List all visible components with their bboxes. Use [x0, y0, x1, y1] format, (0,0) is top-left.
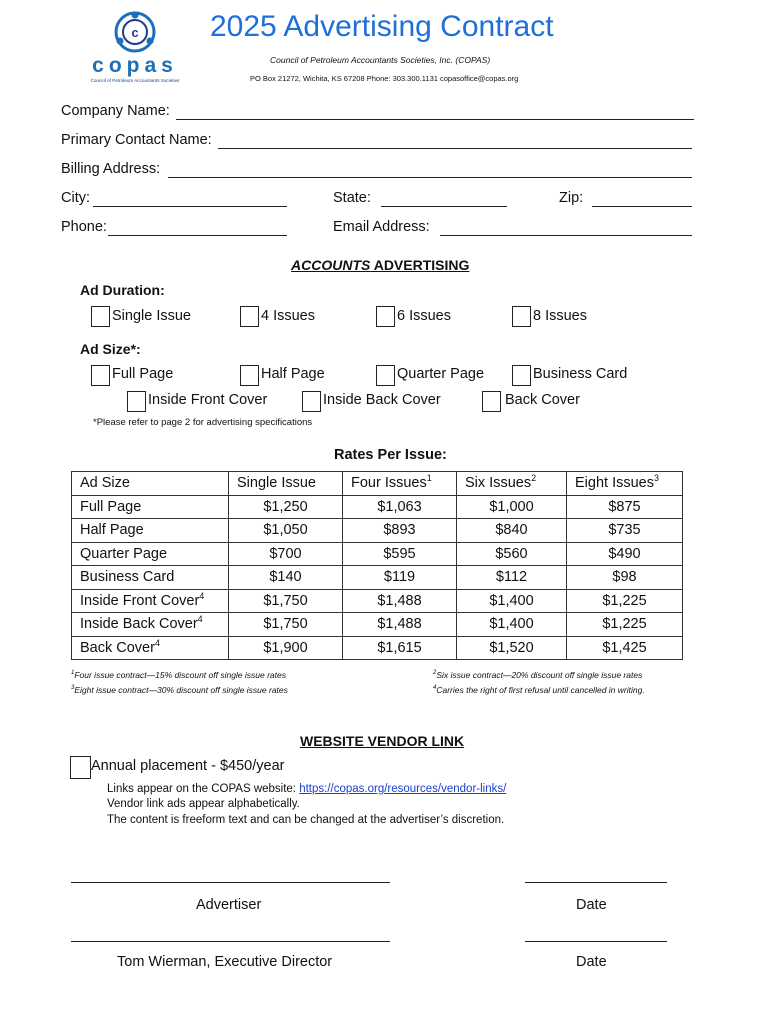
- logo-subtext: Council of Petroleum Accountants Societies: [90, 78, 180, 83]
- primary-contact-field[interactable]: [218, 148, 692, 149]
- size-half-page-checkbox[interactable]: [240, 365, 259, 386]
- column-footnote-marker: 1: [426, 473, 432, 484]
- column-header: [457, 472, 567, 496]
- duration-8-checkbox[interactable]: [512, 306, 531, 327]
- svg-text:c: c: [131, 25, 139, 40]
- advertiser-signature-line[interactable]: [71, 882, 390, 883]
- column-footnote-marker: 3: [654, 473, 660, 484]
- column-footnote-marker: 2: [531, 473, 537, 484]
- rates-table: [71, 471, 683, 660]
- duration-4-checkbox[interactable]: [240, 306, 259, 327]
- footnote-3: [71, 685, 288, 695]
- duration-4-label: 4 Issues: [261, 308, 315, 324]
- rate-cell: $560: [457, 542, 567, 566]
- footnote-text: Eight issue contract—30% discount off single issue rates: [74, 685, 288, 695]
- org-address: PO Box 21272, Wichita, KS 67208 Phone: 303.300.1131 copasoffice@copas.org: [250, 74, 519, 83]
- zip-field[interactable]: [592, 206, 692, 207]
- state-field[interactable]: [381, 206, 507, 207]
- footnote-marker: 2: [433, 670, 437, 677]
- table-row: [72, 495, 683, 519]
- website-line-1: [107, 783, 506, 795]
- annual-placement-checkbox[interactable]: [70, 756, 91, 779]
- ad-size-name: Full Page: [80, 498, 142, 515]
- ad-size-cell: [72, 495, 229, 519]
- table-row: [72, 613, 683, 637]
- footnote-marker: 3: [71, 685, 75, 692]
- column-header-label: Single Issue: [237, 475, 316, 492]
- ad-size-name: Back Cover: [80, 639, 155, 656]
- duration-single-label: Single Issue: [112, 308, 191, 324]
- column-header: [343, 472, 457, 496]
- rate-cell: $700: [229, 542, 343, 566]
- rate-cell: $1,050: [229, 519, 343, 543]
- footnote-text: Carries the right of first refusal until cancelled in writing.: [436, 685, 645, 695]
- rate-cell: $595: [343, 542, 457, 566]
- footnote-text: Four issue contract—15% discount off single issue rates: [74, 670, 287, 680]
- ad-size-footnote-marker: 4: [197, 614, 203, 625]
- rate-cell: $1,520: [457, 636, 567, 660]
- phone-label: Phone:: [61, 219, 107, 235]
- ad-size-name: Inside Back Cover: [80, 616, 198, 633]
- accounts-heading-rest: ADVERTISING: [370, 257, 470, 273]
- city-field[interactable]: [93, 206, 287, 207]
- rate-cell: $1,615: [343, 636, 457, 660]
- rates-header-row: [72, 472, 683, 496]
- rate-cell: $1,400: [457, 589, 567, 613]
- size-full-page-checkbox[interactable]: [91, 365, 110, 386]
- ad-size-footnote-marker: 4: [154, 637, 160, 648]
- company-name-field[interactable]: [176, 119, 694, 120]
- city-label: City:: [61, 190, 90, 206]
- logo-wordmark: copas: [92, 54, 178, 77]
- ad-size-name: Inside Front Cover: [80, 592, 200, 609]
- rate-cell: $140: [229, 566, 343, 590]
- rate-cell: $1,488: [343, 589, 457, 613]
- rate-cell: $875: [567, 495, 683, 519]
- accounts-advertising-heading: [291, 257, 469, 273]
- rate-cell: $1,225: [567, 589, 683, 613]
- phone-field[interactable]: [108, 235, 287, 236]
- copas-logo-mark: [78, 10, 193, 85]
- director-date-line[interactable]: [525, 941, 667, 942]
- size-full-page-label: Full Page: [112, 366, 174, 382]
- footnote-marker: 4: [433, 685, 437, 692]
- footnote-2: [433, 670, 642, 680]
- size-half-page-label: Half Page: [261, 366, 325, 382]
- advertiser-date-line[interactable]: [525, 882, 667, 883]
- size-inside-front-cover-checkbox[interactable]: [127, 391, 146, 412]
- rate-cell: $1,750: [229, 613, 343, 637]
- ad-size-name: Quarter Page: [80, 545, 168, 562]
- rate-cell: $840: [457, 519, 567, 543]
- website-line-2: Vendor link ads appear alphabetically.: [107, 798, 300, 810]
- column-header-label: Eight Issues: [575, 475, 654, 492]
- table-row: [72, 636, 683, 660]
- table-row: [72, 542, 683, 566]
- rates-heading: Rates Per Issue:: [334, 447, 447, 463]
- size-inside-back-cover-label: Inside Back Cover: [323, 392, 441, 408]
- duration-6-label: 6 Issues: [397, 308, 451, 324]
- accounts-heading-italic: ACCOUNTS: [291, 257, 371, 273]
- footnote-text: Six issue contract—20% discount off single issue rates: [436, 670, 643, 680]
- rate-cell: $1,000: [457, 495, 567, 519]
- company-name-label: Company Name:: [61, 103, 170, 119]
- column-header: [229, 472, 343, 496]
- size-quarter-page-label: Quarter Page: [397, 366, 485, 382]
- advertiser-date-label: Date: [576, 897, 607, 913]
- size-inside-front-cover-label: Inside Front Cover: [148, 392, 268, 408]
- email-label: Email Address:: [333, 219, 430, 235]
- column-header: [72, 472, 229, 496]
- state-label: State:: [333, 190, 371, 206]
- ad-size-cell: [72, 519, 229, 543]
- ad-size-name: Business Card: [80, 569, 175, 586]
- duration-8-label: 8 Issues: [533, 308, 587, 324]
- ad-size-cell: [72, 566, 229, 590]
- ad-size-cell: [72, 613, 229, 637]
- rate-cell: $98: [567, 566, 683, 590]
- column-header: [567, 472, 683, 496]
- rate-cell: $1,900: [229, 636, 343, 660]
- annual-placement-label: Annual placement - $450/year: [91, 758, 285, 774]
- rate-cell: $1,063: [343, 495, 457, 519]
- ad-size-footnote-marker: 4: [199, 590, 205, 601]
- column-header-label: Ad Size: [80, 475, 130, 492]
- rate-cell: $1,750: [229, 589, 343, 613]
- ad-duration-label: Ad Duration:: [80, 282, 165, 298]
- director-date-label: Date: [576, 954, 607, 970]
- table-row: [72, 566, 683, 590]
- vendor-links-url[interactable]: https://copas.org/resources/vendor-links/: [299, 783, 507, 795]
- zip-label: Zip:: [559, 190, 584, 206]
- rate-cell: $1,225: [567, 613, 683, 637]
- ad-size-note: *Please refer to page 2 for advertising specifications: [93, 417, 313, 428]
- website-line-1-text: Links appear on the COPAS website:: [107, 783, 300, 795]
- footnote-marker: 1: [71, 670, 75, 677]
- ad-size-label: Ad Size*:: [80, 341, 141, 357]
- column-header-label: Six Issues: [465, 475, 532, 492]
- primary-contact-label: Primary Contact Name:: [61, 132, 212, 148]
- rate-cell: $1,400: [457, 613, 567, 637]
- size-back-cover-label: Back Cover: [505, 392, 580, 408]
- director-label: Tom Wierman, Executive Director: [117, 954, 333, 970]
- table-row: [72, 589, 683, 613]
- advertiser-label: Advertiser: [196, 897, 262, 913]
- org-name: Council of Petroleum Accountants Societies, Inc. (COPAS): [270, 55, 491, 65]
- ad-size-cell: [72, 636, 229, 660]
- rate-cell: $490: [567, 542, 683, 566]
- footnote-1: [71, 670, 286, 680]
- duration-single-checkbox[interactable]: [91, 306, 110, 327]
- copas-logo: [78, 10, 193, 85]
- rate-cell: $119: [343, 566, 457, 590]
- ad-size-cell: [72, 542, 229, 566]
- size-back-cover-checkbox[interactable]: [482, 391, 501, 412]
- billing-address-field[interactable]: [168, 177, 692, 178]
- size-business-card-label: Business Card: [533, 366, 628, 382]
- column-header-label: Four Issues: [351, 475, 427, 492]
- rate-cell: $1,488: [343, 613, 457, 637]
- table-row: [72, 519, 683, 543]
- page-title: 2025 Advertising Contract: [210, 10, 554, 43]
- size-business-card-checkbox[interactable]: [512, 365, 531, 386]
- rate-cell: $735: [567, 519, 683, 543]
- rate-cell: $893: [343, 519, 457, 543]
- website-vendor-heading: WEBSITE VENDOR LINK: [300, 733, 465, 749]
- ad-size-name: Half Page: [80, 522, 144, 539]
- rate-cell: $1,425: [567, 636, 683, 660]
- email-field[interactable]: [440, 235, 692, 236]
- rate-cell: $1,250: [229, 495, 343, 519]
- footnote-4: [433, 685, 645, 695]
- billing-address-label: Billing Address:: [61, 161, 161, 177]
- rate-cell: $112: [457, 566, 567, 590]
- duration-6-checkbox[interactable]: [376, 306, 395, 327]
- director-signature-line[interactable]: [71, 941, 390, 942]
- ad-size-cell: [72, 589, 229, 613]
- size-inside-back-cover-checkbox[interactable]: [302, 391, 321, 412]
- website-line-3: The content is freeform text and can be changed at the advertiser’s discretion.: [107, 814, 505, 826]
- rates-table-body: [72, 495, 683, 660]
- size-quarter-page-checkbox[interactable]: [376, 365, 395, 386]
